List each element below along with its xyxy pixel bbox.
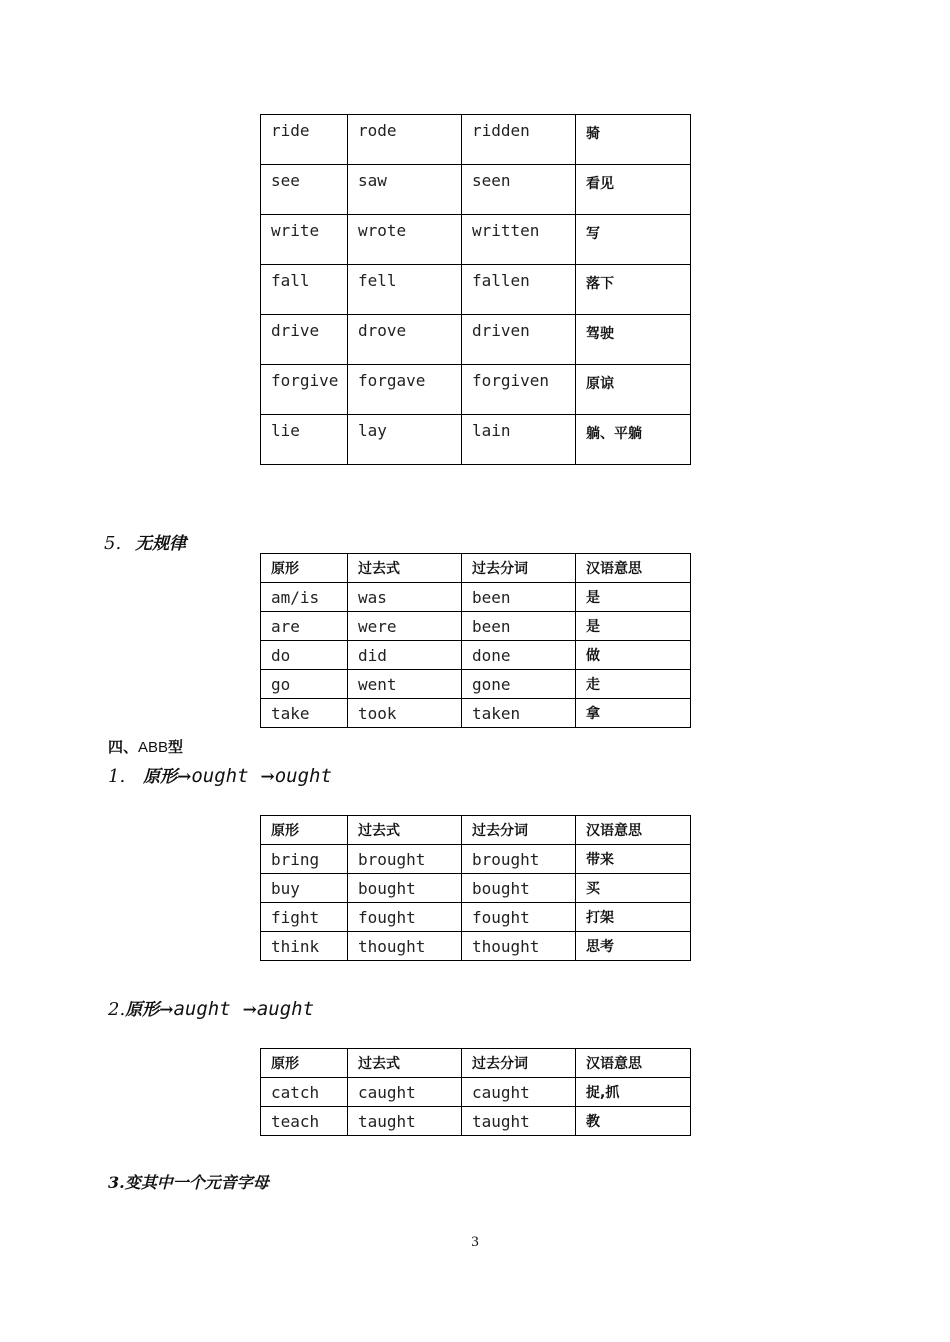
verb-form-cell: write — [261, 215, 348, 265]
column-header: 过去式 — [348, 554, 462, 583]
pattern-past: ought — [191, 765, 249, 787]
verb-form-cell: taught — [348, 1107, 462, 1136]
table-row — [261, 903, 691, 932]
subsection-number: 2. — [108, 999, 126, 1020]
verb-form-cell: seen — [462, 165, 576, 215]
verb-form-cell: were — [348, 612, 462, 641]
verb-form-cell: bought — [348, 874, 462, 903]
verb-form-cell: been — [462, 583, 576, 612]
section-4-suffix: 型 — [168, 738, 184, 756]
section-title: 无规律 — [135, 534, 187, 554]
table-header-row — [261, 554, 691, 583]
verb-form-cell: fallen — [462, 265, 576, 315]
table-row — [261, 699, 691, 728]
verb-form-cell: lain — [462, 415, 576, 465]
section-number: 5. — [104, 533, 122, 554]
verb-form-cell: wrote — [348, 215, 462, 265]
meaning-cell: 拿 — [576, 699, 691, 728]
table-header-row — [261, 1049, 691, 1078]
verb-form-cell: took — [348, 699, 462, 728]
verb-form-cell: forgiven — [462, 365, 576, 415]
section-5-heading — [104, 529, 186, 554]
verb-table-ought — [260, 815, 691, 961]
verb-form-cell: fought — [462, 903, 576, 932]
arrow-icon: → — [242, 1000, 257, 1020]
verb-form-cell: fought — [348, 903, 462, 932]
verb-form-cell: fell — [348, 265, 462, 315]
meaning-cell: 是 — [576, 583, 691, 612]
verb-form-cell: bring — [261, 845, 348, 874]
verb-form-cell: take — [261, 699, 348, 728]
meaning-cell: 打架 — [576, 903, 691, 932]
page-number: 3 — [471, 1234, 479, 1250]
verb-form-cell: ridden — [462, 115, 576, 165]
column-header: 汉语意思 — [576, 816, 691, 845]
table-row — [261, 845, 691, 874]
column-header: 过去式 — [348, 816, 462, 845]
verb-form-cell: lay — [348, 415, 462, 465]
verb-form-cell: thought — [462, 932, 576, 961]
column-header: 原形 — [261, 554, 348, 583]
subsection-1-heading — [108, 762, 332, 787]
verb-form-cell: think — [261, 932, 348, 961]
verb-form-cell: ride — [261, 115, 348, 165]
verb-form-cell: driven — [462, 315, 576, 365]
table-row — [261, 265, 691, 315]
meaning-cell: 是 — [576, 612, 691, 641]
meaning-cell: 写 — [576, 215, 691, 265]
verb-form-cell: bought — [462, 874, 576, 903]
verb-form-cell: am/is — [261, 583, 348, 612]
column-header: 过去分词 — [462, 816, 576, 845]
meaning-cell: 骑 — [576, 115, 691, 165]
verb-form-cell: been — [462, 612, 576, 641]
table-row — [261, 115, 691, 165]
column-header: 汉语意思 — [576, 554, 691, 583]
pattern-past: aught — [173, 998, 231, 1020]
pattern-participle: aught — [256, 998, 315, 1020]
verb-form-cell: did — [348, 641, 462, 670]
subsection-3-heading — [108, 1170, 269, 1193]
column-header: 过去分词 — [462, 554, 576, 583]
verb-form-cell: brought — [462, 845, 576, 874]
arrow-icon: → — [159, 1000, 174, 1020]
meaning-cell: 原谅 — [576, 365, 691, 415]
table-row — [261, 215, 691, 265]
meaning-cell: 走 — [576, 670, 691, 699]
subsection-number: 1. — [108, 766, 126, 787]
verb-form-cell: do — [261, 641, 348, 670]
meaning-cell: 买 — [576, 874, 691, 903]
table-row — [261, 874, 691, 903]
meaning-cell: 看见 — [576, 165, 691, 215]
verb-form-cell: taken — [462, 699, 576, 728]
meaning-cell: 做 — [576, 641, 691, 670]
verb-form-cell: caught — [348, 1078, 462, 1107]
verb-form-cell: taught — [462, 1107, 576, 1136]
verb-form-cell: done — [462, 641, 576, 670]
table-row — [261, 583, 691, 612]
verb-table-aught — [260, 1048, 691, 1136]
verb-table-top — [260, 114, 691, 465]
verb-form-cell: drive — [261, 315, 348, 365]
table-row — [261, 641, 691, 670]
verb-form-cell: was — [348, 583, 462, 612]
section-4-abb: ABB — [138, 739, 169, 756]
table-row — [261, 365, 691, 415]
subsection-3-text: 3.变其中一个元音字母 — [108, 1173, 269, 1192]
verb-form-cell: caught — [462, 1078, 576, 1107]
verb-form-cell: forgive — [261, 365, 348, 415]
verb-form-cell: written — [462, 215, 576, 265]
pattern-participle: ought — [274, 765, 332, 787]
table-row — [261, 932, 691, 961]
verb-form-cell: saw — [348, 165, 462, 215]
verb-form-cell: forgave — [348, 365, 462, 415]
meaning-cell: 教 — [576, 1107, 691, 1136]
meaning-cell: 思考 — [576, 932, 691, 961]
verb-table-irregular — [260, 553, 691, 728]
verb-form-cell: teach — [261, 1107, 348, 1136]
verb-form-cell: see — [261, 165, 348, 215]
column-header: 原形 — [261, 816, 348, 845]
column-header: 过去分词 — [462, 1049, 576, 1078]
table-row — [261, 670, 691, 699]
meaning-cell: 躺、平躺 — [576, 415, 691, 465]
meaning-cell: 带来 — [576, 845, 691, 874]
arrow-icon: → — [177, 767, 192, 787]
verb-form-cell: are — [261, 612, 348, 641]
meaning-cell: 捉,抓 — [576, 1078, 691, 1107]
meaning-cell: 落下 — [576, 265, 691, 315]
column-header: 汉语意思 — [576, 1049, 691, 1078]
section-4-prefix: 四、 — [108, 738, 139, 756]
base-form-label: 原形 — [125, 1000, 160, 1020]
meaning-cell: 驾驶 — [576, 315, 691, 365]
table-row — [261, 315, 691, 365]
table-row — [261, 1107, 691, 1136]
table-row — [261, 415, 691, 465]
verb-form-cell: catch — [261, 1078, 348, 1107]
verb-form-cell: fall — [261, 265, 348, 315]
arrow-icon: → — [260, 767, 275, 787]
verb-form-cell: lie — [261, 415, 348, 465]
base-form-label: 原形 — [143, 767, 178, 787]
verb-form-cell: brought — [348, 845, 462, 874]
verb-form-cell: thought — [348, 932, 462, 961]
verb-form-cell: go — [261, 670, 348, 699]
column-header: 原形 — [261, 1049, 348, 1078]
verb-form-cell: gone — [462, 670, 576, 699]
verb-form-cell: fight — [261, 903, 348, 932]
verb-form-cell: rode — [348, 115, 462, 165]
table-row — [261, 1078, 691, 1107]
verb-form-cell: went — [348, 670, 462, 699]
table-header-row — [261, 816, 691, 845]
verb-form-cell: drove — [348, 315, 462, 365]
column-header: 过去式 — [348, 1049, 462, 1078]
table-row — [261, 165, 691, 215]
subsection-2-heading — [108, 995, 314, 1020]
verb-form-cell: buy — [261, 874, 348, 903]
section-4-heading — [108, 736, 183, 757]
table-row — [261, 612, 691, 641]
